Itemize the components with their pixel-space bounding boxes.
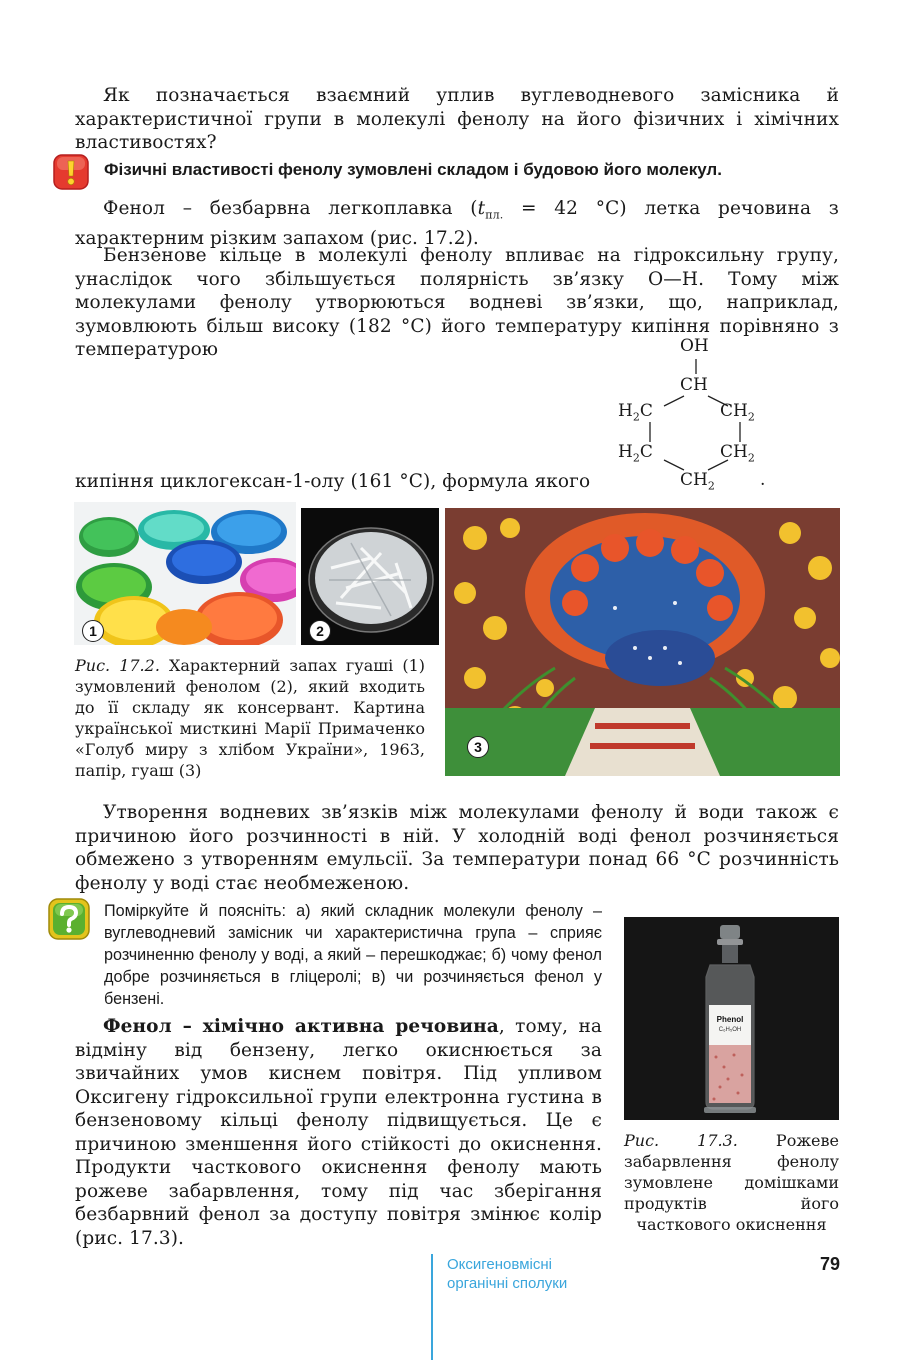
question-icon [48,898,90,940]
bottle-label-name: Phenol [716,1015,744,1024]
page-number: 79 [819,1254,840,1274]
figure-17-3-text: Рожеве забарвлення фенолу зумовлене домішками продуктів його часткового окиснення [624,1131,839,1234]
badge-3: 3 [467,736,489,758]
cyclohexanol-formula [612,334,782,500]
figure-17-2-ref: Рис. 17.2. [75,656,160,675]
temperature-symbol: t [477,198,486,219]
intro-question: Як позначається взаємний уплив вуглеводневого замісника й характеристичної групи в молекулі фенолу на його фізичних і хімічних властивостях? [75,85,839,153]
para4-rest: , тому, на відміну від бензену, легко окиснюється за звичайних умов киснем повітря. Під упливом Оксигену гідроксильної групи електронна густина в бензеновому кільці фенолу підвищується. Це є причиною зменшення його стійкості до окиснення. Продукти часткового окиснення фенолу мають рожеве забарвлення, тому під час зберігання безбарвний фенол за доступу повітря змінює колір (рис. 17.3). [75,1016,602,1249]
key-statement: Фізичні властивості фенолу зумовлені складом і будовою його молекул. [104,160,722,179]
paragraph-melting-point [75,197,839,251]
formula-h2c-bottom: $H_2C$ [618,442,653,465]
formula-period: . [760,470,766,490]
figure-17-2-caption [75,655,425,781]
formula-ch: CH [680,375,708,395]
paragraph-hydrogen-bonds: Бензенове кільце в молекулі фенолу впливає на гідроксильну групу, унаслідок чого збільшується полярність зв’язку О—Н. Тому між молекулами фенолу утворюються водневі зв’язки, що, наприклад, зумовлюють більш високу (182 °С) його температуру кипіння порівняно з температурою [75,245,839,360]
para4-bold: Фенол – хімічно активна речовина [103,1016,499,1037]
formula-ch2-top: $CH_2$ [720,401,755,424]
exclamation-icon [53,154,89,190]
footer-section-title [447,1255,567,1293]
formula-ch2-bottom: $CH_2$ [720,442,755,465]
formula-oh: OH [680,336,709,356]
badge-2: 2 [309,620,331,642]
para1-text-a: Фенол – безбарвна легкоплавка ( [103,198,478,219]
paragraph-solubility: Утворення водневих зв’язків між молекулами фенолу й води також є причиною його розчинності в ній. У холодній воді фенол розчиняється обмежено з утворенням емульсії. За температури понад 66 °С розчинність фенолу у воді стає необмеженою. [75,802,839,894]
formula-ch2-low: $CH_2$ [680,470,715,493]
paragraph-oxidation [75,1015,602,1250]
para1-text-b: = 42 °С) летка речовина з характерним різким запахом (рис. 17.2). [75,198,839,250]
phenol-bottle-image [624,917,839,1120]
figure-17-3-caption [624,1130,839,1235]
primachenko-painting-image [445,508,840,776]
bottle-label-formula: C₆H₅OH [718,1027,742,1033]
phenol-crystals-image [301,508,439,645]
paragraph-cyclohexanol: кипіння циклогексан-1-олу (161 °С), формула якого [75,471,591,492]
gouache-paints-image [74,502,296,645]
think-question: Поміркуйте й поясніть: а) який складник молекули фенолу – вуглеводневий замісник чи характеристична група – сприяє розчиненню фенолу у воді, а який – перешкоджає; б) чому фенол добре розчиняється в гліцеролі; в) чи розчиняється фенол у бензені. [104,902,602,1008]
footer-section-line-1: Оксигеновмісні [447,1256,552,1273]
temperature-subscript: пл. [485,208,504,222]
badge-1: 1 [82,620,104,642]
figure-17-2-text: Характерний запах гуаші (1) зумовлений фенолом (2), який входить до її складу як консервант. Картина української мисткині Марії Примаченко «Голуб миру з хлібом України», 1963, папір, гуаш (3) [75,656,426,780]
footer-divider [431,1254,433,1360]
figure-17-3-ref: Рис. 17.3. [624,1131,738,1150]
footer-section-line-2: органічні сполуки [447,1275,568,1292]
formula-h2c-top: $H_2C$ [618,401,653,424]
